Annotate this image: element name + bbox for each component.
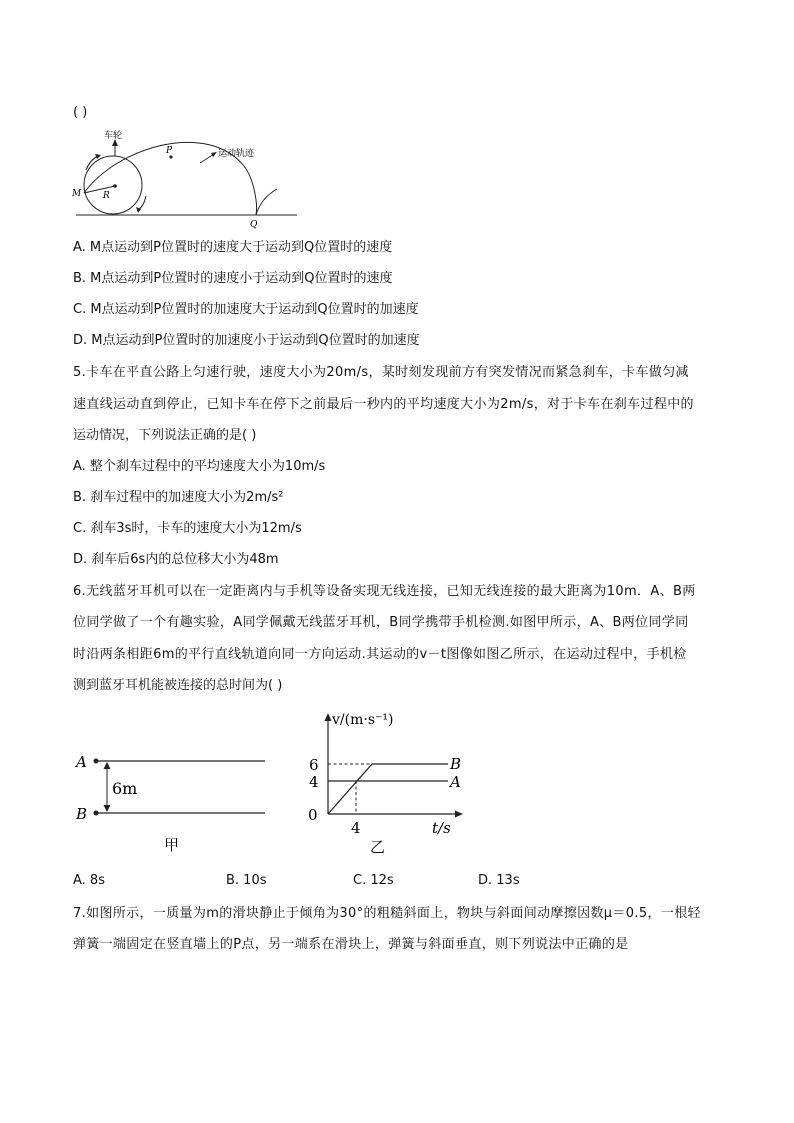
dot-A (94, 759, 99, 764)
yi-caption: 乙 (370, 838, 386, 856)
rotation-arrow-top (86, 156, 98, 170)
v-axis-arrow (325, 713, 332, 721)
gap-arrow-top (104, 762, 111, 769)
yi-ylabel: v/(m·s⁻¹) (332, 712, 394, 728)
wheel-trajectory-figure (68, 126, 304, 230)
q6-stem-line-3: 时沿两条相距6m的平行直线轨道向同一方向运动.其运动的v－t图像如图乙所示，在运动过程中，手机检 (73, 647, 687, 662)
q5-stem-line-1: 5.卡车在平直公路上匀速行驶，速度大小为20m/s，某时刻发现前方有突发情况而紧急刹车，卡车做匀减 (73, 365, 689, 380)
track-label-arrow (200, 154, 214, 163)
q5-option-d: D. 刹车后6s内的总位移大小为48m (73, 552, 279, 567)
yi-xlabel: t/s (432, 819, 451, 837)
q6-options-row (73, 873, 693, 891)
q5-option-c: C. 刹车3s时，卡车的速度大小为12m/s (73, 521, 302, 536)
yi-label-A: A (450, 773, 461, 791)
q5-stem-line-2: 速直线运动直到停止，已知卡车在停下之前最后一秒内的平均速度大小为2m/s，对于卡车在刹车过程中的 (73, 397, 694, 412)
jia-label-B: B (76, 805, 88, 823)
yi-tick-6: 6 (309, 756, 319, 774)
jia-gap-label: 6m (112, 779, 138, 798)
label-M: M (72, 189, 82, 199)
trajectory-next-arch (256, 189, 277, 215)
label-track: 运动轨迹 (218, 149, 255, 159)
q6-option-d: D. 13s (478, 873, 520, 888)
track-label-arrowhead (211, 152, 217, 157)
q6-stem-line-2: 位同学做了一个有趣实验，A同学佩戴无线蓝牙耳机，B同学携带手机检测.如图甲所示，A、B两位同学同 (73, 615, 689, 630)
jia-caption: 甲 (164, 836, 180, 854)
yi-label-B: B (450, 755, 462, 773)
figure-yi-vt-graph (298, 706, 468, 858)
t-axis-arrow (455, 811, 463, 818)
label-R: R (103, 191, 110, 201)
label-wheel: 车轮 (104, 131, 123, 141)
q4-option-c: C. M点运动到P位置时的加速度大于运动到Q位置时的加速度 (73, 302, 419, 317)
jia-label-A: A (76, 753, 87, 771)
question-paren: ( ) (73, 105, 88, 120)
q6-option-b: B. 10s (226, 873, 267, 888)
q5-stem-line-3: 运动情况，下列说法正确的是( ) (73, 428, 257, 443)
yi-tick-0: 0 (308, 806, 318, 824)
q4-option-d: D. M点运动到P位置时的加速度小于运动到Q位置时的加速度 (73, 333, 420, 348)
figure-jia-tracks (72, 748, 272, 858)
series-B-line (328, 764, 448, 814)
q6-option-c: C. 12s (353, 873, 394, 888)
yi-tick-4: 4 (309, 773, 319, 791)
q6-stem-line-1: 6.无线蓝牙耳机可以在一定距离内与手机等设备实现无线连接，已知无线连接的最大距离为10m．A、B两 (73, 584, 696, 599)
q6-stem-line-4: 测到蓝牙耳机能被连接的总时间为( ) (73, 678, 283, 693)
q7-stem-line-2: 弹簧一端固定在竖直墙上的P点，另一端系在滑块上，弹簧与斜面垂直，则下列说法中正确的是 (73, 937, 629, 952)
dot-B (94, 811, 99, 816)
q5-option-a: A. 整个刹车过程中的平均速度大小为10m/s (73, 459, 326, 474)
rotation-arrowhead-top (95, 154, 101, 159)
gap-arrow-bottom (104, 805, 111, 812)
wheel-circle (84, 156, 142, 214)
label-P: P (166, 146, 173, 156)
yi-tick-x4: 4 (351, 819, 361, 837)
q5-option-b: B. 刹车过程中的加速度大小为2m/s² (73, 490, 284, 505)
label-Q: Q (250, 220, 258, 230)
q6-option-a: A. 8s (73, 873, 105, 888)
q4-option-b: B. M点运动到P位置时的速度小于运动到Q位置时的速度 (73, 271, 393, 286)
q4-option-a: A. M点运动到P位置时的速度大于运动到Q位置时的速度 (73, 240, 393, 255)
q7-stem-line-1: 7.如图所示，一质量为m的滑块静止于倾角为30°的粗糙斜面上，物块与斜面间动摩擦因数μ＝0.5，一根轻 (73, 906, 701, 921)
